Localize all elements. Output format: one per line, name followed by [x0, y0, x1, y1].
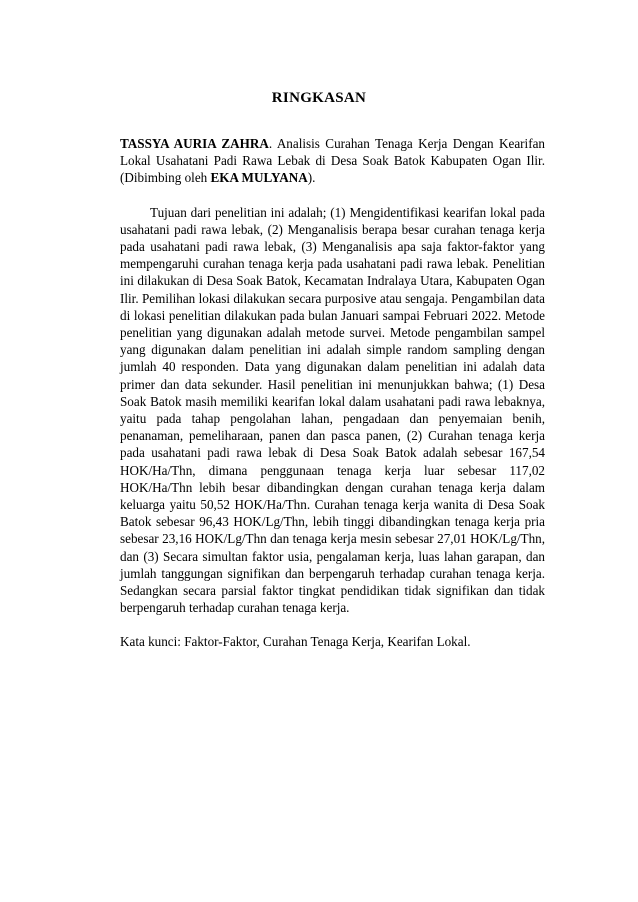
summary-body — [120, 135, 545, 651]
supervisor-name: EKA MULYANA — [210, 170, 308, 186]
thesis-identity — [120, 135, 545, 187]
keywords-line: Kata kunci: Faktor-Faktor, Curahan Tenaga Kerja, Kearifan Lokal. — [120, 634, 471, 650]
author-name: TASSYA AURIA ZAHRA — [120, 136, 269, 151]
thesis-title: . Analisis Curahan Tenaga Kerja Dengan Kearifan Lokal Usahatani Padi Rawa Lebak di Desa Soak Batok Kabupaten Ogan Ilir. (Dibimbing oleh — [120, 136, 545, 186]
abstract-paragraph: Tujuan dari penelitian ini adalah; (1) Mengidentifikasi kearifan lokal pada usahatani padi rawa lebak, (2) Menganalisis berapa besar curahan tenaga kerja pada usahatani padi rawa lebak, (3) Menganalisis apa saja faktor-faktor yang mempengaruhi curahan tenaga kerja pada usahatani padi rawa lebak. Penelitian ini dilakukan di Desa Soak Batok, Kecamatan Indralaya Utara, Kabupaten Ogan Ilir. Pemilihan lokasi dilakukan secara purposive atau sengaja. Pengambilan data di lokasi penelitian dilakukan pada bulan Januari sampai Februari 2022. Metode penelitian yang digunakan adalah metode survei. Metode pengambilan sampel yang digunakan dalam penelitian ini adalah simple random sampling dengan jumlah 40 responden. Data yang digunakan dalam penelitian ini adalah data primer dan data sekunder. Hasil penelitian ini menunjukkan bahwa; (1) Desa Soak Batok masih memiliki kearifan lokal dalam usahatani padi rawa lebaknya, yaitu pada tahap pengolahan lahan, pengadaan dan penyemaian benih, penanaman, pemeliharaan, panen dan pasca panen, (2) Curahan tenaga kerja pada usahatani padi rawa lebak di Desa Soak Batok adalah sebesar 167,54 HOK/Ha/Thn, dimana penggunaan tenaga kerja luar sebesar 117,02 HOK/Ha/Thn lebih besar dibandingkan dengan curahan tenaga kerja dalam keluarga yaitu 50,52 HOK/Ha/Thn. Curahan tenaga kerja wanita di Desa Soak Batok sebesar 96,43 HOK/Lg/Thn, lebih tinggi dibandingkan tenaga kerja pria sebesar 23,16 HOK/Lg/Thn dan tenaga kerja mesin sebesar 27,01 HOK/Lg/Thn, dan (3) Secara simultan faktor usia, pengalaman kerja, luas lahan garapan, dan jumlah tanggungan signifikan dan berpengaruh terhadap curahan tenaga kerja. Sedangkan secara parsial faktor tingkat pendidikan tidak signifikan dan tidak berpengaruh terhadap curahan tenaga kerja. — [120, 204, 545, 616]
page-title: RINGKASAN — [271, 90, 367, 106]
closing-paren: ). — [307, 170, 316, 186]
